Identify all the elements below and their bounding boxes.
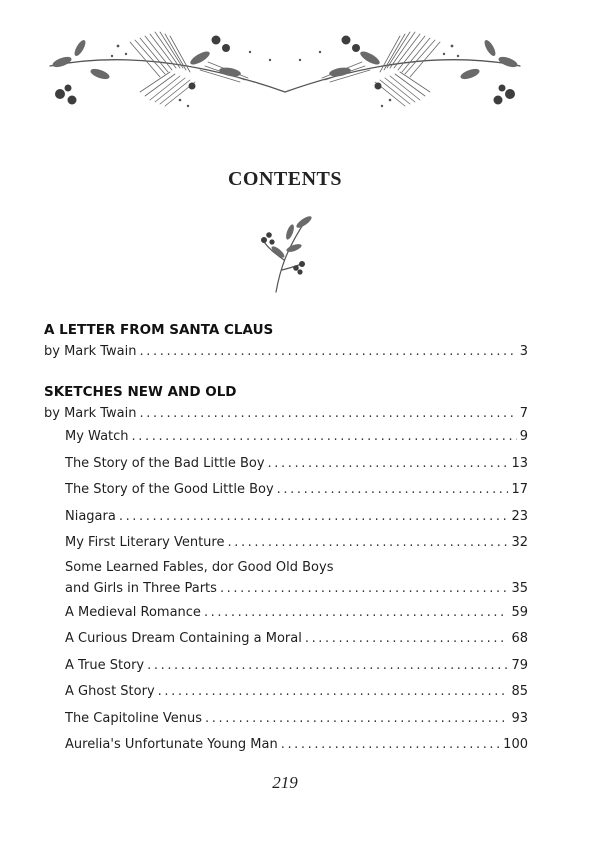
toc-entry-label-line1: Some Learned Fables, dor Good Old Boys <box>65 559 334 575</box>
toc-entry-page: 79 <box>511 657 528 673</box>
berry-sprig-icon <box>256 210 320 296</box>
dot-leader <box>147 653 508 680</box>
dot-leader <box>119 504 509 531</box>
toc-entry-page: 3 <box>519 344 528 359</box>
table-of-contents <box>44 320 528 759</box>
toc-entry[interactable] <box>44 504 528 531</box>
dot-leader <box>277 477 509 504</box>
dot-leader <box>140 341 517 362</box>
dot-leader <box>140 403 517 424</box>
toc-entry[interactable] <box>44 706 528 733</box>
dot-leader <box>268 451 509 478</box>
toc-entry-label: Niagara <box>65 508 116 524</box>
dot-leader <box>305 626 509 653</box>
toc-entry[interactable] <box>44 600 528 627</box>
toc-entry-page: 23 <box>511 508 528 524</box>
toc-entry-page: 17 <box>511 482 528 497</box>
dot-leader <box>281 732 500 759</box>
toc-entry-author[interactable] <box>44 403 528 424</box>
toc-entry-page: 93 <box>511 710 528 726</box>
toc-entry-page: 59 <box>511 604 528 620</box>
toc-entry-page: 13 <box>511 455 528 471</box>
dot-leader <box>132 424 517 451</box>
toc-entry-label: and Girls in Three Parts <box>65 580 217 596</box>
dot-leader <box>220 578 509 600</box>
dot-leader <box>204 600 509 627</box>
page-number: 219 <box>272 773 298 792</box>
toc-entry[interactable] <box>44 653 528 680</box>
toc-entry[interactable] <box>44 477 528 504</box>
toc-entry-label: Aurelia's Unfortunate Young Man <box>65 737 278 752</box>
toc-entry-label: The Story of the Good Little Boy <box>65 482 274 497</box>
toc-entry-page: 85 <box>511 684 528 699</box>
toc-entry-label: A Medieval Romance <box>65 604 201 620</box>
toc-entry-label: A Curious Dream Containing a Moral <box>65 631 302 646</box>
toc-entry-label: My First Literary Venture <box>65 535 225 550</box>
toc-entry-label: My Watch <box>65 429 129 444</box>
toc-entry-author[interactable] <box>44 341 528 362</box>
toc-entry-page: 100 <box>503 737 528 752</box>
dot-leader <box>158 679 509 706</box>
pine-branch-ornament-icon <box>40 22 530 118</box>
toc-entry-label: The Story of the Bad Little Boy <box>65 455 265 471</box>
toc-entry-label: The Capitoline Venus <box>65 710 202 726</box>
toc-entry-label: A Ghost Story <box>65 684 155 699</box>
toc-entry-label: A True Story <box>65 657 145 673</box>
toc-entry[interactable] <box>44 424 528 451</box>
toc-entry-page: 68 <box>511 631 528 646</box>
toc-entry-label: by Mark Twain <box>44 406 137 421</box>
toc-entry[interactable] <box>44 626 528 653</box>
toc-entry[interactable] <box>44 530 528 557</box>
dot-leader <box>205 706 508 733</box>
toc-entry-page: 32 <box>511 535 528 550</box>
toc-entry-page: 7 <box>519 406 528 421</box>
dot-leader <box>227 530 508 557</box>
page-title: CONTENTS <box>227 168 343 190</box>
toc-entry-label: by Mark Twain <box>44 344 137 359</box>
toc-entry-page: 9 <box>519 429 528 444</box>
toc-entry-page: 35 <box>511 580 528 596</box>
toc-entry[interactable] <box>44 679 528 706</box>
section-heading: A LETTER FROM SANTA CLAUS <box>44 322 274 338</box>
toc-entry[interactable] <box>44 451 528 478</box>
toc-entry[interactable] <box>44 732 528 759</box>
section-heading: SKETCHES NEW AND OLD <box>44 384 237 400</box>
toc-entry[interactable] <box>44 557 528 600</box>
